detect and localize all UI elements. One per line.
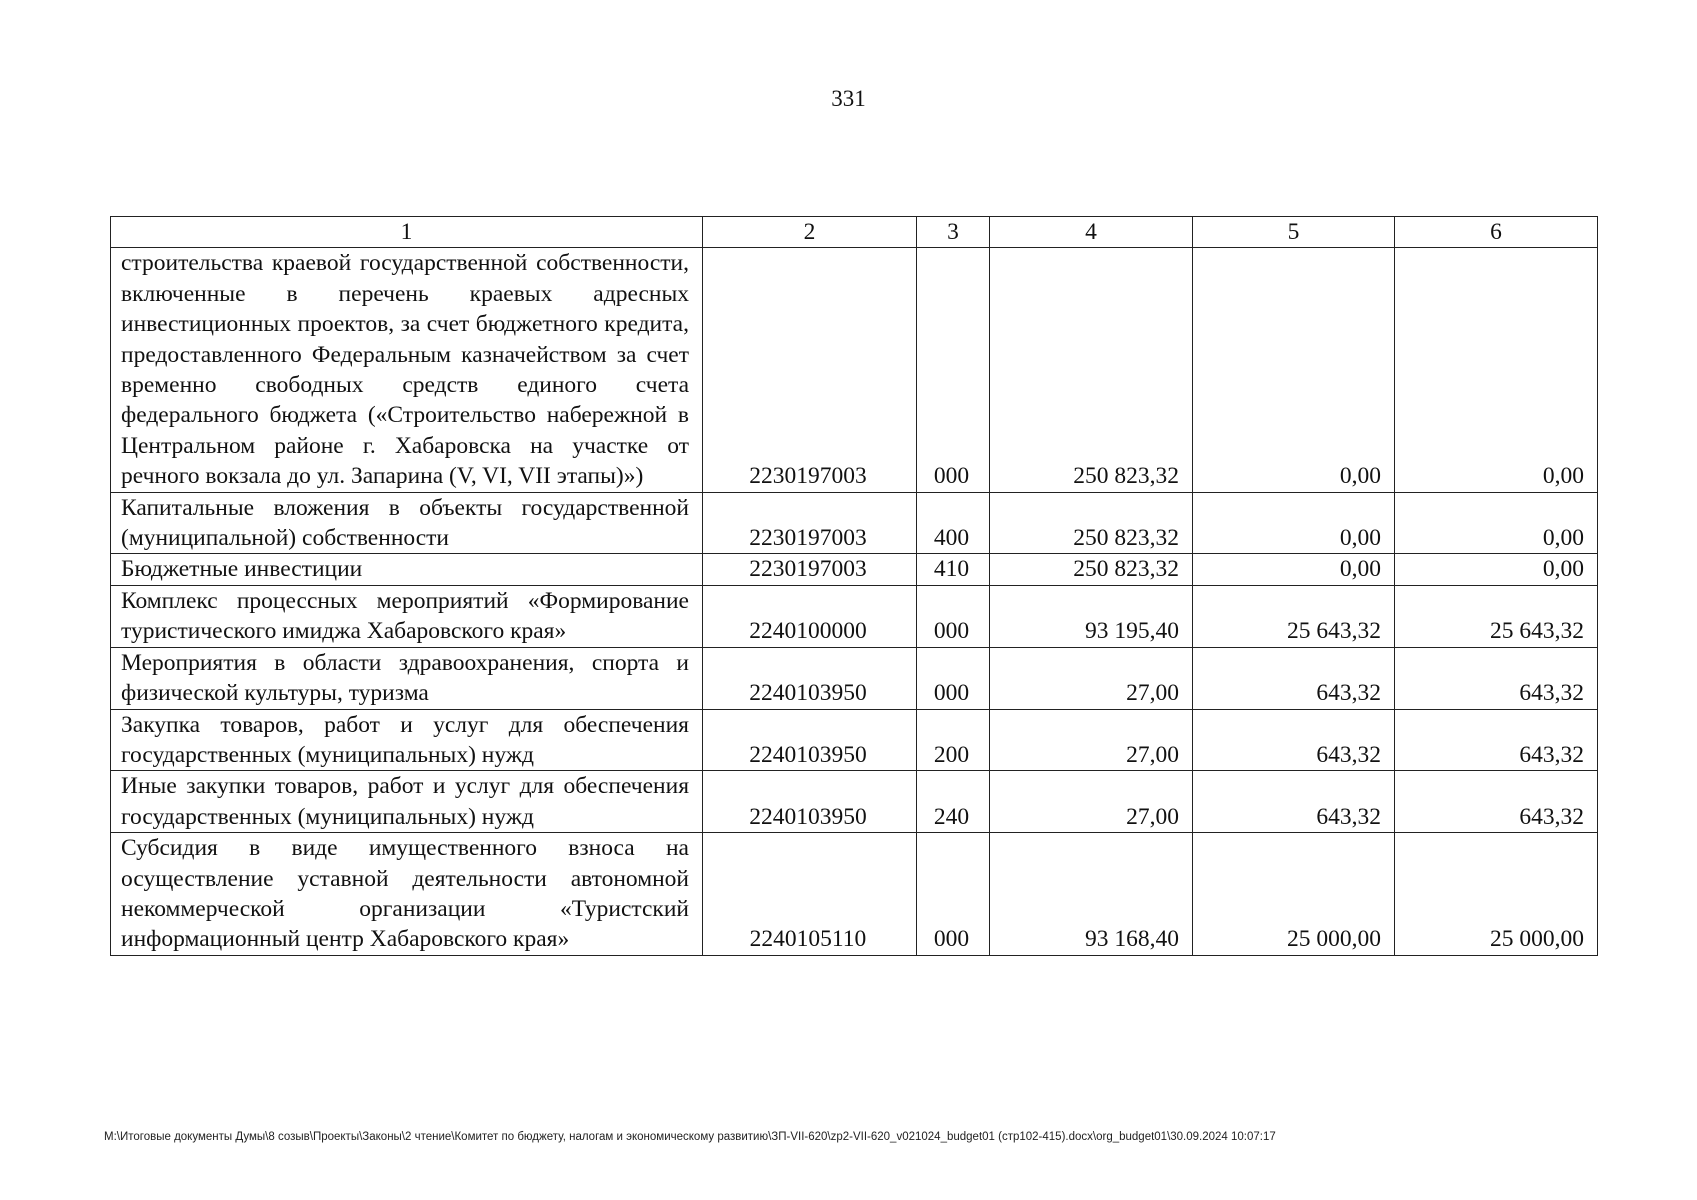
- target-code: 2240103950: [703, 771, 917, 833]
- amount-col4: 27,00: [990, 709, 1193, 771]
- amount-col5: 25 000,00: [1193, 833, 1395, 956]
- amount-col4: 27,00: [990, 647, 1193, 709]
- footer-file-path: M:\Итоговые документы Думы\8 созыв\Проекты\Законы\2 чтение\Комитет по бюджету, налогам и экономическому развитию\ЗП-VII-620\zp2-VII-620_v021024_budget01 (стр102-415).docx\org_budget01\30.09.2024 10:07:17: [104, 1131, 1276, 1143]
- table-header-row: [111, 217, 1598, 248]
- amount-col6: 643,32: [1395, 709, 1598, 771]
- expense-type: 000: [917, 647, 990, 709]
- column-header: 4: [990, 217, 1193, 248]
- row-name: Мероприятия в области здравоохранения, спорта и физической культуры, туризма: [111, 647, 703, 709]
- amount-col6: 0,00: [1395, 554, 1598, 585]
- amount-col6: 25 000,00: [1395, 833, 1598, 956]
- amount-col6: 643,32: [1395, 647, 1598, 709]
- amount-col4: 93 168,40: [990, 833, 1193, 956]
- amount-col4: 250 823,32: [990, 554, 1193, 585]
- amount-col5: 0,00: [1193, 554, 1395, 585]
- target-code: 2240103950: [703, 647, 917, 709]
- column-header: 5: [1193, 217, 1395, 248]
- expense-type: 410: [917, 554, 990, 585]
- row-name: Иные закупки товаров, работ и услуг для обеспечения государственных (муниципальных) нужд: [111, 771, 703, 833]
- amount-col5: 0,00: [1193, 248, 1395, 492]
- budget-table: [110, 216, 1598, 956]
- amount-col5: 643,32: [1193, 647, 1395, 709]
- amount-col6: 25 643,32: [1395, 585, 1598, 647]
- target-code: 2240100000: [703, 585, 917, 647]
- amount-col6: 0,00: [1395, 248, 1598, 492]
- amount-col6: 0,00: [1395, 492, 1598, 554]
- column-header: 6: [1395, 217, 1598, 248]
- expense-type: 400: [917, 492, 990, 554]
- amount-col5: 643,32: [1193, 709, 1395, 771]
- target-code: 2230197003: [703, 554, 917, 585]
- amount-col5: 643,32: [1193, 771, 1395, 833]
- column-header: 3: [917, 217, 990, 248]
- table-row: [111, 833, 1598, 956]
- table-row: [111, 771, 1598, 833]
- expense-type: 240: [917, 771, 990, 833]
- amount-col4: 250 823,32: [990, 248, 1193, 492]
- table-row: [111, 585, 1598, 647]
- table-row: [111, 492, 1598, 554]
- table-row: [111, 647, 1598, 709]
- column-header: 2: [703, 217, 917, 248]
- amount-col5: 25 643,32: [1193, 585, 1395, 647]
- amount-col4: 250 823,32: [990, 492, 1193, 554]
- page-number: 331: [831, 86, 866, 111]
- amount-col5: 0,00: [1193, 492, 1395, 554]
- target-code: 2230197003: [703, 248, 917, 492]
- column-header: 1: [111, 217, 703, 248]
- amount-col6: 643,32: [1395, 771, 1598, 833]
- amount-col4: 93 195,40: [990, 585, 1193, 647]
- row-name: строительства краевой государственной собственности, включенные в перечень краевых адресных инвестиционных проектов, за счет бюджетного кредита, предоставленного Федеральным казначейством за счет временно свободных средств единого счета федерального бюджета («Строительство набережной в Центральном районе г. Хабаровска на участке от речного вокзала до ул. Запарина (V, VI, VII этапы)»): [111, 248, 703, 492]
- amount-col4: 27,00: [990, 771, 1193, 833]
- table-row: [111, 248, 1598, 492]
- expense-type: 200: [917, 709, 990, 771]
- table-row: [111, 709, 1598, 771]
- expense-type: 000: [917, 833, 990, 956]
- target-code: 2230197003: [703, 492, 917, 554]
- row-name: Закупка товаров, работ и услуг для обеспечения государственных (муниципальных) нужд: [111, 709, 703, 771]
- row-name: Капитальные вложения в объекты государственной (муниципальной) собственности: [111, 492, 703, 554]
- row-name: Субсидия в виде имущественного взноса на осуществление уставной деятельности автономной некоммерческой организации «Туристский информационный центр Хабаровского края»: [111, 833, 703, 956]
- row-name: Комплекс процессных мероприятий «Формирование туристического имиджа Хабаровского края»: [111, 585, 703, 647]
- target-code: 2240105110: [703, 833, 917, 956]
- row-name: Бюджетные инвестиции: [111, 554, 703, 585]
- table-row: [111, 554, 1598, 585]
- expense-type: 000: [917, 585, 990, 647]
- expense-type: 000: [917, 248, 990, 492]
- target-code: 2240103950: [703, 709, 917, 771]
